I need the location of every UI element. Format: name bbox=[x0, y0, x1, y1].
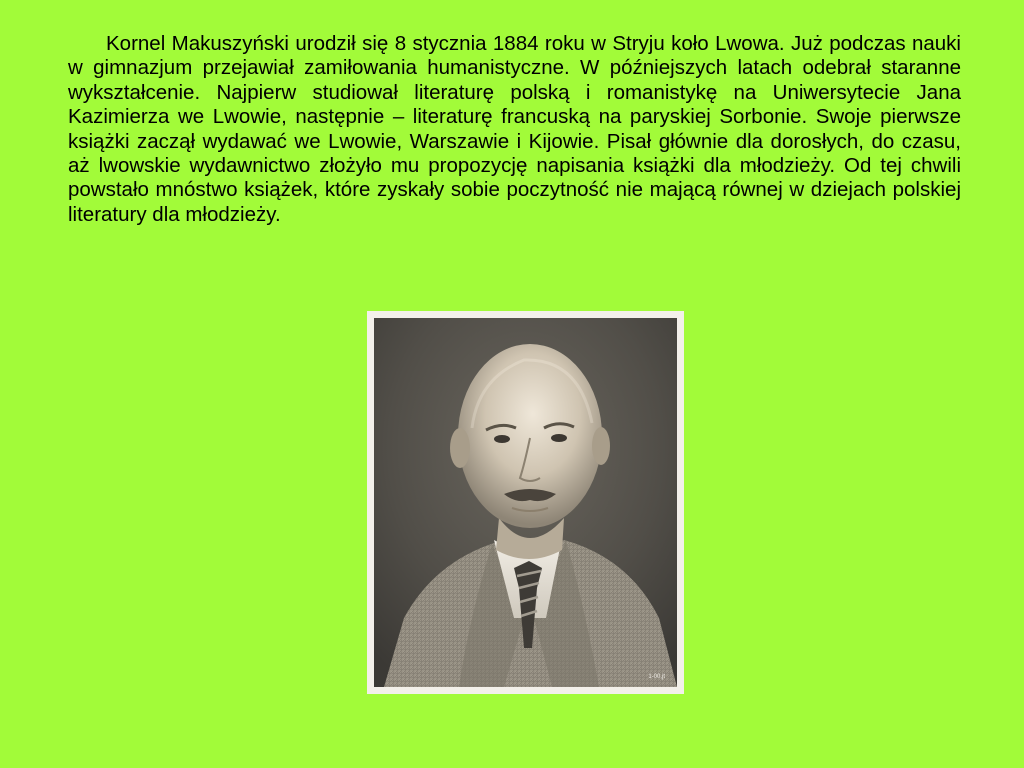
portrait-photo bbox=[374, 318, 677, 687]
photo-archive-mark: 1-00,jt bbox=[648, 674, 665, 680]
biography-paragraph: Kornel Makuszyński urodził się 8 stycznia 1884 roku w Stryju koło Lwowa. Już podczas nauki w gimnazjum przejawiał zamiłowania humanistyczne. W późniejszych latach odebrał staranne wykształcenie. Najpierw studiował literaturę polską i romanistykę na Uniwersytecie Jana Kazimierza we Lwowie, następnie – literaturę francuską na paryskiej Sorbonie. Swoje pierwsze książki zaczął wydawać we Lwowie, Warszawie i Kijowie. Pisał głównie dla dorosłych, do czasu, aż lwowskie wydawnictwo złożyło mu propozycję napisania książki dla młodzieży. Od tej chwili powstało mnóstwo książek, które zyskały sobie poczytność nie mającą równej w dziejach polskiej literatury dla młodzieży. bbox=[68, 32, 961, 226]
portrait-photo-frame bbox=[367, 311, 684, 694]
